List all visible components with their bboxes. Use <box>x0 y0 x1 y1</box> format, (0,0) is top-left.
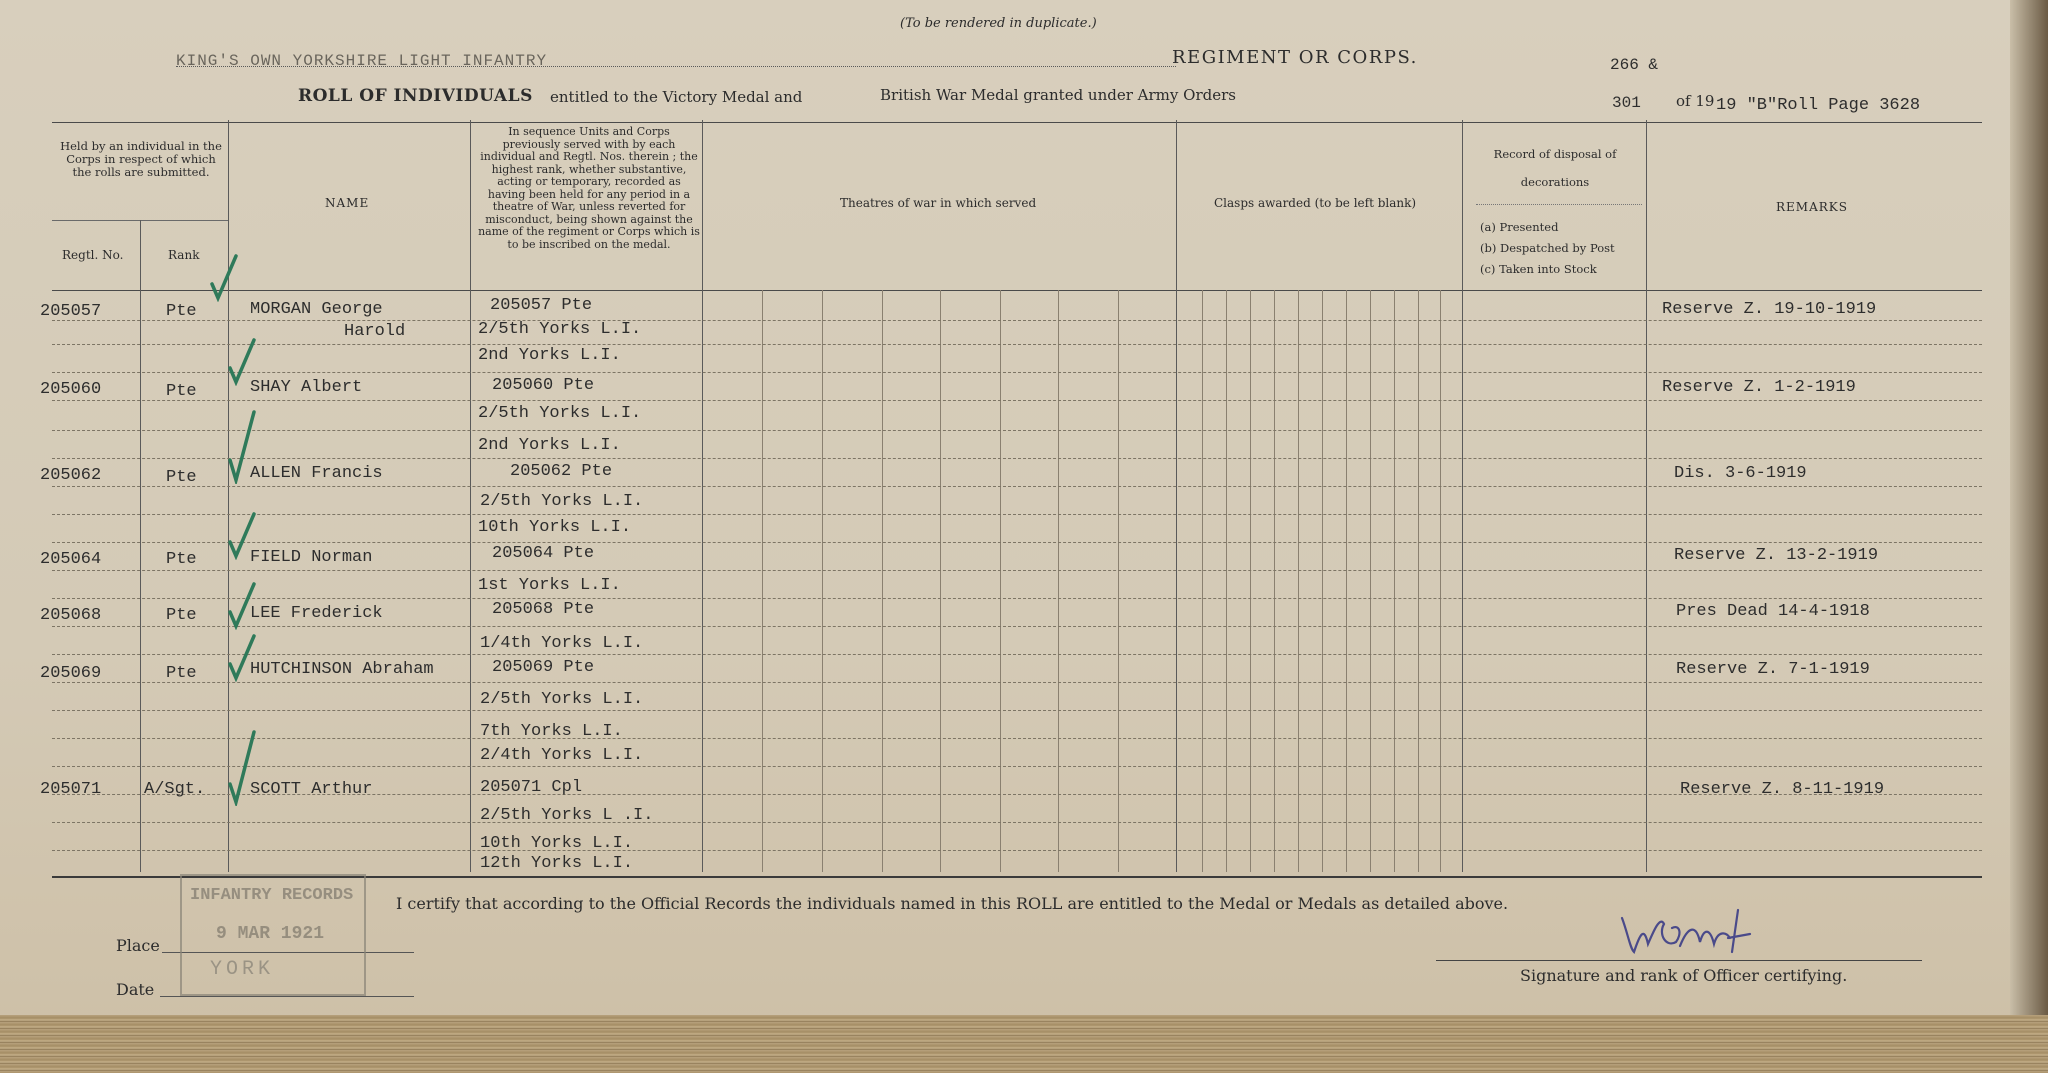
unit-entry: 205071 Cpl <box>480 778 583 797</box>
col-line-clasps <box>1176 120 1177 872</box>
regtl-number: 205069 <box>40 664 102 683</box>
roll-title: ROLL OF INDIVIDUALS <box>298 86 533 106</box>
remark: Dis. 3-6-1919 <box>1674 464 1807 483</box>
row-rule <box>52 372 1982 373</box>
row-rule <box>52 682 1982 683</box>
col-held-by: Held by an individual in the Corps in respect of which the rolls are submitted. <box>60 139 222 179</box>
col-line-rank <box>140 220 141 872</box>
book-bottom-edge <box>0 1015 2048 1073</box>
soldier-name: HUTCHINSON Abraham <box>250 660 434 679</box>
row-rule <box>52 766 1982 767</box>
stamp-line-3: YORK <box>210 958 275 981</box>
theatre-subcol <box>822 290 823 872</box>
stamp-line-2: 9 MAR 1921 <box>216 924 325 944</box>
duplicate-note: (To be rendered in duplicate.) <box>900 16 1097 31</box>
unit-entry: 205068 Pte <box>492 600 595 619</box>
clasp-subcol <box>1298 290 1299 872</box>
theatre-subcol <box>762 290 763 872</box>
soldier-name: SCOTT Arthur <box>250 780 373 799</box>
ref-266: 266 & <box>1610 56 1659 74</box>
ref-301: 301 <box>1612 94 1641 112</box>
regiment-label: REGIMENT OR CORPS. <box>1172 47 1418 68</box>
date-line <box>160 996 414 997</box>
theatre-subcol <box>1058 290 1059 872</box>
table-header-bottom <box>52 290 1982 291</box>
table-top-line <box>52 122 1982 123</box>
row-rule <box>52 598 1982 599</box>
row-rule <box>52 570 1982 571</box>
regtl-number: 205071 <box>40 780 102 799</box>
rank: Pte <box>166 606 197 625</box>
disposal-c: (c) Taken into Stock <box>1480 262 1597 276</box>
col-disposal: Record of disposal of decorations <box>1493 147 1617 189</box>
check-mark-icon <box>226 730 256 806</box>
unit-entry: 2/5th Yorks L.I. <box>478 404 642 423</box>
theatre-subcol <box>940 290 941 872</box>
unit-entry: 2nd Yorks L.I. <box>478 436 621 455</box>
theatre-subcol <box>1000 290 1001 872</box>
col-line-theatres <box>702 120 703 872</box>
row-rule <box>52 738 1982 739</box>
row-rule <box>52 320 1982 321</box>
clasp-subcol <box>1346 290 1347 872</box>
theatre-subcol <box>1118 290 1119 872</box>
unit-entry: 1st Yorks L.I. <box>478 576 621 595</box>
unit-entry: 2/5th Yorks L .I. <box>480 806 654 825</box>
row-rule <box>52 850 1982 851</box>
roll-title-part3: British War Medal granted under Army Orders <box>880 86 1236 104</box>
check-mark-icon <box>226 512 256 560</box>
unit-entry: 2/4th Yorks L.I. <box>480 746 644 765</box>
regiment-underline <box>176 66 1176 67</box>
row-rule <box>52 458 1982 459</box>
row-rule <box>52 822 1982 823</box>
row-rule <box>52 400 1982 401</box>
theatre-subcol <box>882 290 883 872</box>
col-remarks: REMARKS <box>1776 200 1848 214</box>
col-units-sequence: In sequence Units and Corps previously served with by each individual and Regtl. Nos. therein ; the highest rank, whether substantive, acting or temporary, recorded as having been held for any period in a theatre of War, unless reverted for misconduct, being shown against the name of the regiment or Corps which is to be inscribed on the medal. <box>478 125 700 251</box>
regtl-number: 205060 <box>40 380 102 399</box>
regtl-number: 205068 <box>40 606 102 625</box>
clasp-subcol <box>1250 290 1251 872</box>
soldier-name: ALLEN Francis <box>250 464 383 483</box>
col-rank: Rank <box>168 248 200 262</box>
roll-page-ref: 19 "B"Roll Page 3628 <box>1716 96 1921 115</box>
rank: Pte <box>166 302 197 321</box>
unit-entry: 10th Yorks L.I. <box>480 834 634 853</box>
unit-entry: 2nd Yorks L.I. <box>478 346 621 365</box>
col-regtl-no: Regtl. No. <box>62 248 124 262</box>
col-theatres: Theatres of war in which served <box>840 196 1037 210</box>
disposal-divider <box>1476 204 1642 205</box>
unit-entry: 1/4th Yorks L.I. <box>480 634 644 653</box>
unit-entry: 2/5th Yorks L.I. <box>480 492 644 511</box>
row-rule <box>52 514 1982 515</box>
col-line-units <box>470 120 471 872</box>
ref-of-19: of 19 <box>1676 92 1715 110</box>
check-mark-icon <box>226 634 256 682</box>
remark: Pres Dead 14-4-1918 <box>1676 602 1870 621</box>
rank: Pte <box>166 550 197 569</box>
remark: Reserve Z. 8-11-1919 <box>1680 780 1885 799</box>
unit-entry: 205069 Pte <box>492 658 595 677</box>
regtl-number: 205064 <box>40 550 102 569</box>
clasp-subcol <box>1440 290 1441 872</box>
clasp-subcol <box>1370 290 1371 872</box>
rank: Pte <box>166 468 197 487</box>
soldier-name: LEE Frederick <box>250 604 383 623</box>
records-stamp <box>180 874 366 996</box>
certification-text: I certify that according to the Official Records the individuals named in this ROLL are entitled to the Medal or Medals as detailed above. <box>396 894 1509 913</box>
row-rule <box>52 486 1982 487</box>
signature-label: Signature and rank of Officer certifying. <box>1520 966 1848 985</box>
remark: Reserve Z. 19-10-1919 <box>1662 300 1877 319</box>
check-mark-icon <box>226 338 256 386</box>
officer-signature <box>1610 904 1760 966</box>
unit-entry: 2/5th Yorks L.I. <box>480 690 644 709</box>
row-rule <box>52 654 1982 655</box>
row-rule <box>52 710 1982 711</box>
rank: A/Sgt. <box>144 780 206 799</box>
row-rule <box>52 542 1982 543</box>
book-page-edge <box>2010 0 2048 1073</box>
unit-entry: 2/5th Yorks L.I. <box>478 320 642 339</box>
col-clasps: Clasps awarded (to be left blank) <box>1214 196 1417 210</box>
remark: Reserve Z. 7-1-1919 <box>1676 660 1870 679</box>
col-line-remarks <box>1646 120 1647 872</box>
clasp-subcol <box>1226 290 1227 872</box>
clasp-subcol <box>1274 290 1275 872</box>
clasp-subcol <box>1322 290 1323 872</box>
unit-entry: 7th Yorks L.I. <box>480 722 623 741</box>
row-rule <box>52 344 1982 345</box>
soldier-name: MORGAN George <box>250 300 383 319</box>
regtl-number: 205062 <box>40 466 102 485</box>
stamp-line-1: INFANTRY RECORDS <box>190 886 354 905</box>
unit-entry: 205064 Pte <box>492 544 595 563</box>
disposal-b: (b) Despatched by Post <box>1480 241 1615 255</box>
rank: Pte <box>166 382 197 401</box>
signature-line <box>1436 960 1922 961</box>
place-label: Place <box>116 936 160 955</box>
unit-entry: 10th Yorks L.I. <box>478 518 632 537</box>
unit-entry: 12th Yorks L.I. <box>480 854 634 873</box>
soldier-name: SHAY Albert <box>250 378 363 397</box>
col-name: NAME <box>325 196 370 210</box>
unit-entry: 205060 Pte <box>492 376 595 395</box>
soldier-name-cont: Harold <box>344 322 406 341</box>
unit-entry: 205057 Pte <box>490 296 593 315</box>
rank: Pte <box>166 664 197 683</box>
unit-entry: 205062 Pte <box>510 462 613 481</box>
regtl-number: 205057 <box>40 302 102 321</box>
regiment-name: KING'S OWN YORKSHIRE LIGHT INFANTRY <box>176 52 548 70</box>
check-mark-icon <box>226 582 256 630</box>
remark: Reserve Z. 13-2-1919 <box>1674 546 1879 565</box>
check-mark-icon <box>208 254 238 302</box>
clasp-subcol <box>1202 290 1203 872</box>
row-rule <box>52 626 1982 627</box>
disposal-a: (a) Presented <box>1480 220 1559 234</box>
roll-title-part2: entitled to the Victory Medal and <box>550 88 803 106</box>
row-rule <box>52 430 1982 431</box>
soldier-name: FIELD Norman <box>250 548 373 567</box>
check-mark-icon <box>226 410 256 484</box>
clasp-subcol <box>1394 290 1395 872</box>
clasp-subcol <box>1418 290 1419 872</box>
date-label: Date <box>116 980 155 999</box>
remark: Reserve Z. 1-2-1919 <box>1662 378 1856 397</box>
col-line-disposal <box>1462 120 1463 872</box>
